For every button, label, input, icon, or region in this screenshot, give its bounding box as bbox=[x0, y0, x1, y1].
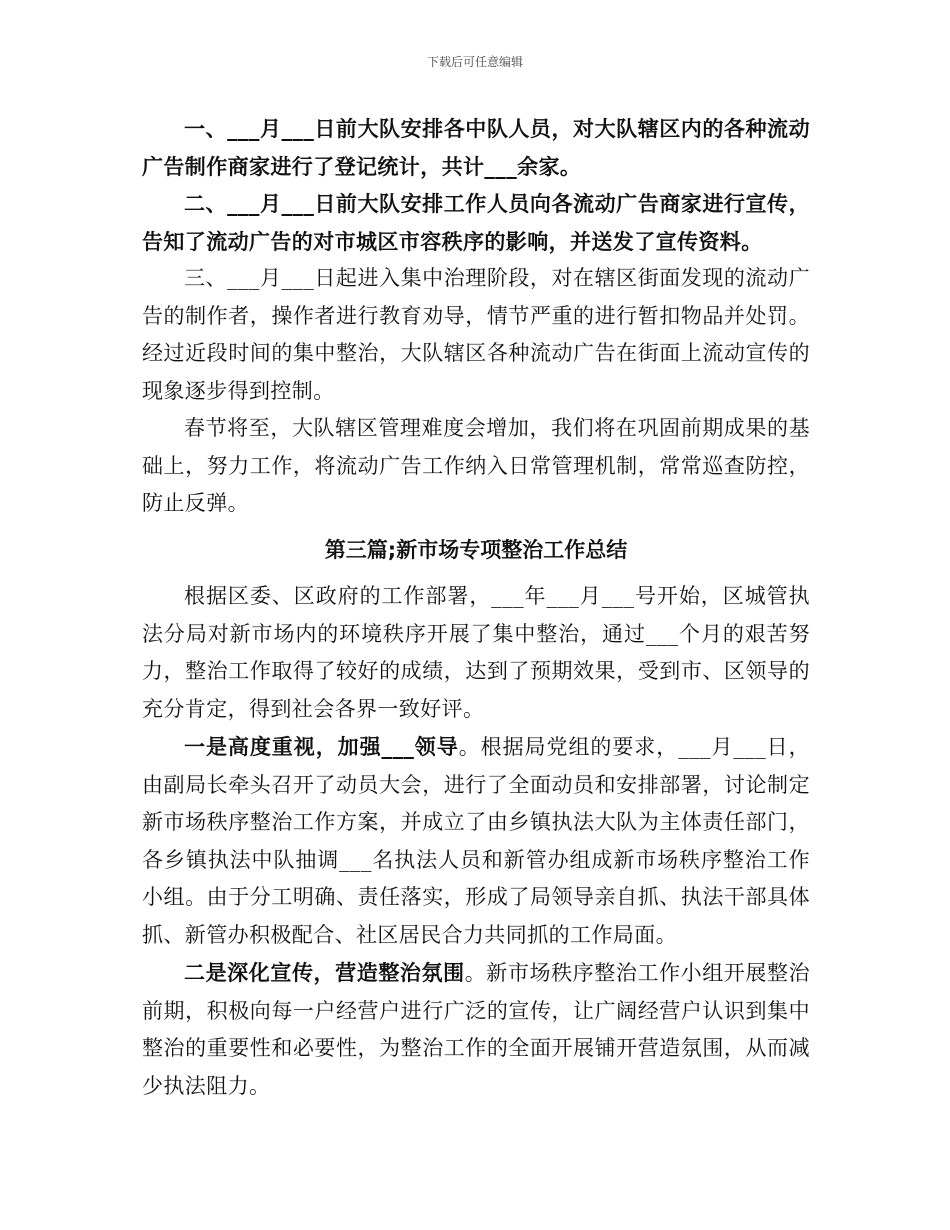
page-header: 下载后可任意编辑 bbox=[426, 55, 523, 69]
document-body bbox=[142, 110, 810, 1105]
point-2-lead: 二是深化宣传，营造整治氛围 bbox=[184, 960, 465, 985]
paragraph-intro: 根据区委、区政府的工作部署，___年___月___号开始，区城管执法分局对新市场内的环境秩序开展了集中整治，通过___个月的艰苦努力，整治工作取得了较好的成绩，达到了预期效果，受到市、区领导的充分肯定，得到社会各界一致好评。 bbox=[142, 584, 810, 721]
point-1-body: 。根据局党组的要求，___月___日，由副局长牵头召开了动员大会，进行了全面动员和安排部署，讨论制定新市场秩序整治工作方案，并成立了由乡镇执法大队为主体责任部门，各乡镇执法中队抽调___名执法人员和新管办组成新市场秩序整治工作小组。由于分工明确、责任落实，形成了局领导亲自抓、执法干部具体抓、新管办积极配合、社区居民合力共同抓的工作局面。 bbox=[142, 735, 810, 947]
paragraph-item-1: 一、___月___日前大队安排各中队人员，对大队辖区内的各种流动广告制作商家进行了登记统计，共计___余家。 bbox=[142, 116, 810, 179]
paragraph-point-2 bbox=[142, 954, 810, 1105]
point-2-body: 。新市场秩序整治工作小组开展整治前期，积极向每一户经营户进行广泛的宣传，让广阔经营户认识到集中整治的重要性和必要性，为整治工作的全面开展铺开营造氛围，从而减少执法阻力。 bbox=[142, 961, 810, 1098]
paragraph-item-2: 二、___月___日前大队安排工作人员向各流动广告商家进行宣传，告知了流动广告的对市城区市容秩序的影响，并送发了宣传资料。 bbox=[142, 191, 810, 254]
paragraph-item-3: 三、___月___日起进入集中治理阶段，对在辖区街面发现的流动广告的制作者，操作者进行教育劝导，情节严重的进行暂扣物品并处罚。经过近段时间的集中整治，大队辖区各种流动广告在街面上流动宣传的现象逐步得到控制。 bbox=[142, 266, 810, 403]
paragraph-spring-festival: 春节将至，大队辖区管理难度会增加，我们将在巩固前期成果的基础上，努力工作，将流动广告工作纳入日常管理机制，常常巡查防控，防止反弹。 bbox=[142, 416, 810, 515]
point-1-lead: 一是高度重视，加强___领导 bbox=[184, 734, 459, 759]
paragraph-point-1 bbox=[142, 728, 810, 954]
section-title: 第三篇;新市场专项整治工作总结 bbox=[324, 537, 628, 562]
